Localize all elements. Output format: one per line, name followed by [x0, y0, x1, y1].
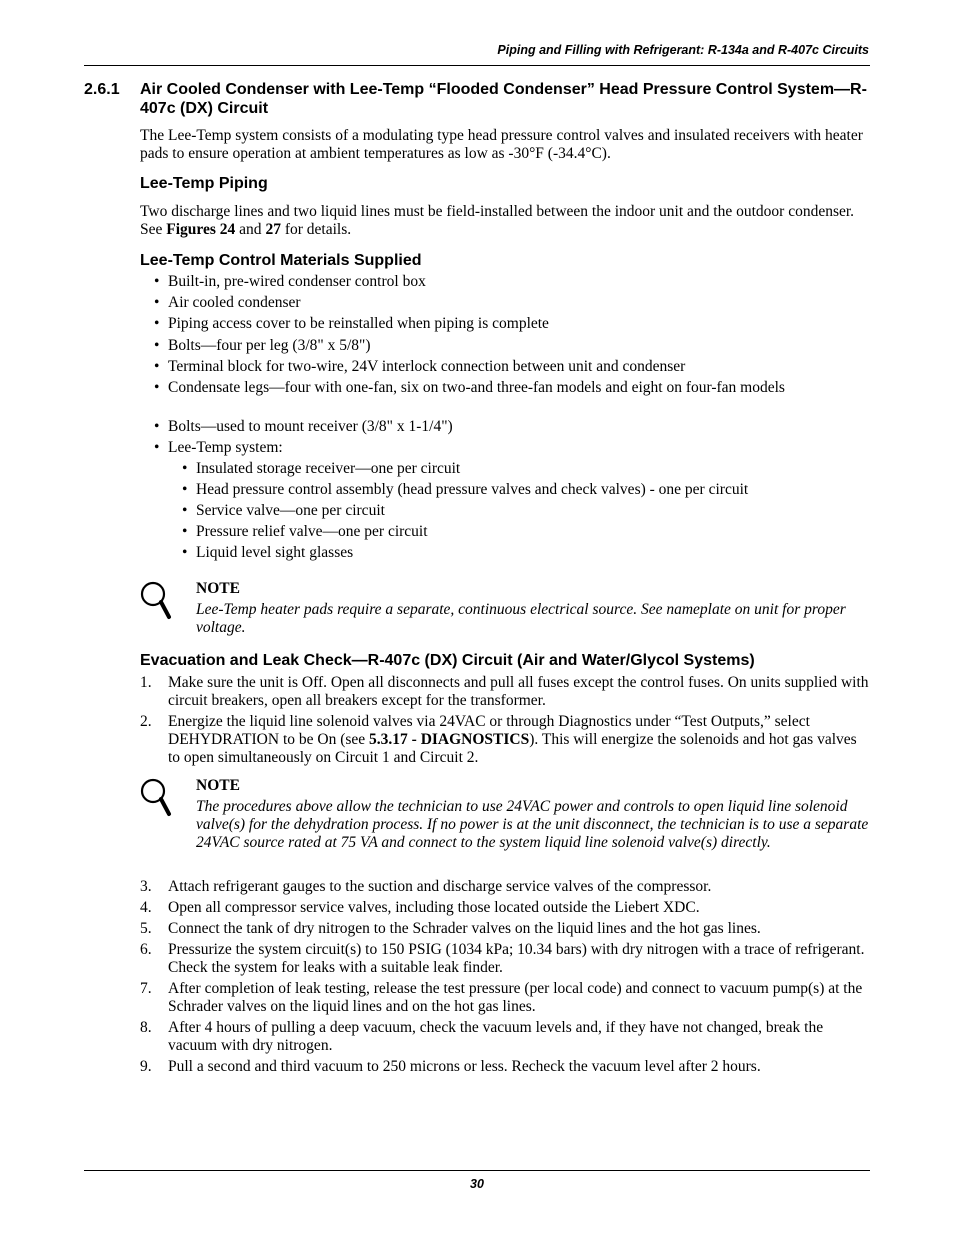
- bullet-icon: •: [182, 460, 188, 477]
- lee-temp-piping-heading: Lee-Temp Piping: [140, 175, 268, 192]
- diagnostics-reference-link[interactable]: 5.3.17 - DIAGNOSTICS: [369, 731, 530, 748]
- note-label: NOTE: [196, 580, 240, 597]
- section-title-text: Air Cooled Condenser with Lee-Temp “Flooded Condenser” Head Pressure Control System—R-407c (DX) Circuit: [140, 81, 867, 117]
- bullet-icon: •: [154, 379, 160, 396]
- piping-paragraph: [140, 203, 870, 239]
- step-text: After 4 hours of pulling a deep vacuum, check the vacuum levels and, if they have not changed, break the vacuum with dry nitrogen.: [168, 1019, 824, 1054]
- bullet-icon: •: [154, 418, 160, 435]
- bullet-icon: •: [182, 481, 188, 498]
- step-number: 7.: [140, 980, 152, 997]
- bullet-icon: •: [154, 439, 160, 456]
- step-number: 5.: [140, 920, 152, 937]
- step-number: 6.: [140, 941, 152, 958]
- piping-text-before: Two discharge lines and two liquid lines must be field-installed between the indoor unit and the outdoor condenser. See: [140, 203, 855, 238]
- figure-27-link[interactable]: 27: [265, 221, 281, 238]
- piping-and: and: [235, 221, 266, 238]
- step-text: Pull a second and third vacuum to 250 microns or less. Recheck the vacuum level after 2 hours.: [168, 1058, 761, 1075]
- bullet-icon: •: [154, 337, 160, 354]
- footer-rule: [84, 1170, 870, 1171]
- step-number: 1.: [140, 674, 152, 691]
- running-header: Piping and Filling with Refrigerant: R-134a and R-407c Circuits: [497, 43, 869, 57]
- evacuation-heading: Evacuation and Leak Check—R-407c (DX) Circuit (Air and Water/Glycol Systems): [140, 652, 755, 669]
- bullet-icon: •: [182, 523, 188, 540]
- bullet-icon: •: [182, 502, 188, 519]
- intro-paragraph: The Lee-Temp system consists of a modulating type head pressure control valves and insulated receivers with heater pads to ensure operation at ambient temperatures as low as -30°F (-34.4°C).: [140, 127, 863, 162]
- step-text: Make sure the unit is Off. Open all disconnects and pull all fuses except the control fuses. On units supplied with circuit breakers, open all breakers except for the transformer.: [168, 674, 869, 709]
- bullet-icon: •: [154, 358, 160, 375]
- step-text: Open all compressor service valves, including those located outside the Liebert XDC.: [168, 899, 700, 916]
- bullet-icon: •: [182, 544, 188, 561]
- step-number: 4.: [140, 899, 152, 916]
- bullet-icon: •: [154, 294, 160, 311]
- step-number: 9.: [140, 1058, 152, 1075]
- step-text: Energize the liquid line solenoid valves via 24VAC or through Diagnostics under “Test Outputs,” select DEHYDRATION to be On (see 5.3.17 - DIAGNOSTICS). This will energize the solenoids and hot gas valves to open simultaneously on Circuit 1 and Circuit 2.: [168, 713, 857, 766]
- step-number: 3.: [140, 878, 152, 895]
- materials-heading: Lee-Temp Control Materials Supplied: [140, 252, 422, 269]
- note-text: Lee-Temp heater pads require a separate, continuous electrical source. See nameplate on unit for proper voltage.: [196, 601, 846, 636]
- step-text: After completion of leak testing, release the test pressure (per local code) and connect to vacuum pump(s) at the Schrader valves on the liquid lines and on the hot gas lines.: [168, 980, 863, 1015]
- magnifier-icon: [138, 580, 174, 620]
- step-number: 8.: [140, 1019, 152, 1036]
- figure-24-link[interactable]: 24: [219, 221, 236, 238]
- step-text: Attach refrigerant gauges to the suction and discharge service valves of the compressor.: [168, 878, 712, 895]
- figures-label: Figures: [166, 221, 216, 238]
- bullet-icon: •: [154, 315, 160, 332]
- page-number: 30: [470, 1177, 484, 1191]
- step-text: Pressurize the system circuit(s) to 150 PSIG (1034 kPa; 10.34 bars) with dry nitrogen with a trace of refrigerant. Check the system for leaks with a suitable leak finder.: [168, 941, 865, 976]
- step-text: Connect the tank of dry nitrogen to the Schrader valves on the liquid lines and the hot gas lines.: [168, 920, 761, 937]
- bullet-icon: •: [154, 273, 160, 290]
- header-rule: [84, 65, 870, 66]
- step-number: 2.: [140, 713, 152, 730]
- section-number: 2.6.1: [84, 81, 120, 98]
- note-label: NOTE: [196, 777, 240, 794]
- note-text: The procedures above allow the technician to use 24VAC power and controls to open liquid line solenoid valve(s) for the dehydration process. If no power is at the unit disconnect, the technician is to use a separate 24VAC source rated at 75 VA and connect to the system liquid line solenoid valve(s) directly.: [196, 798, 869, 851]
- magnifier-icon: [138, 777, 174, 817]
- piping-text-after: for details.: [280, 221, 352, 238]
